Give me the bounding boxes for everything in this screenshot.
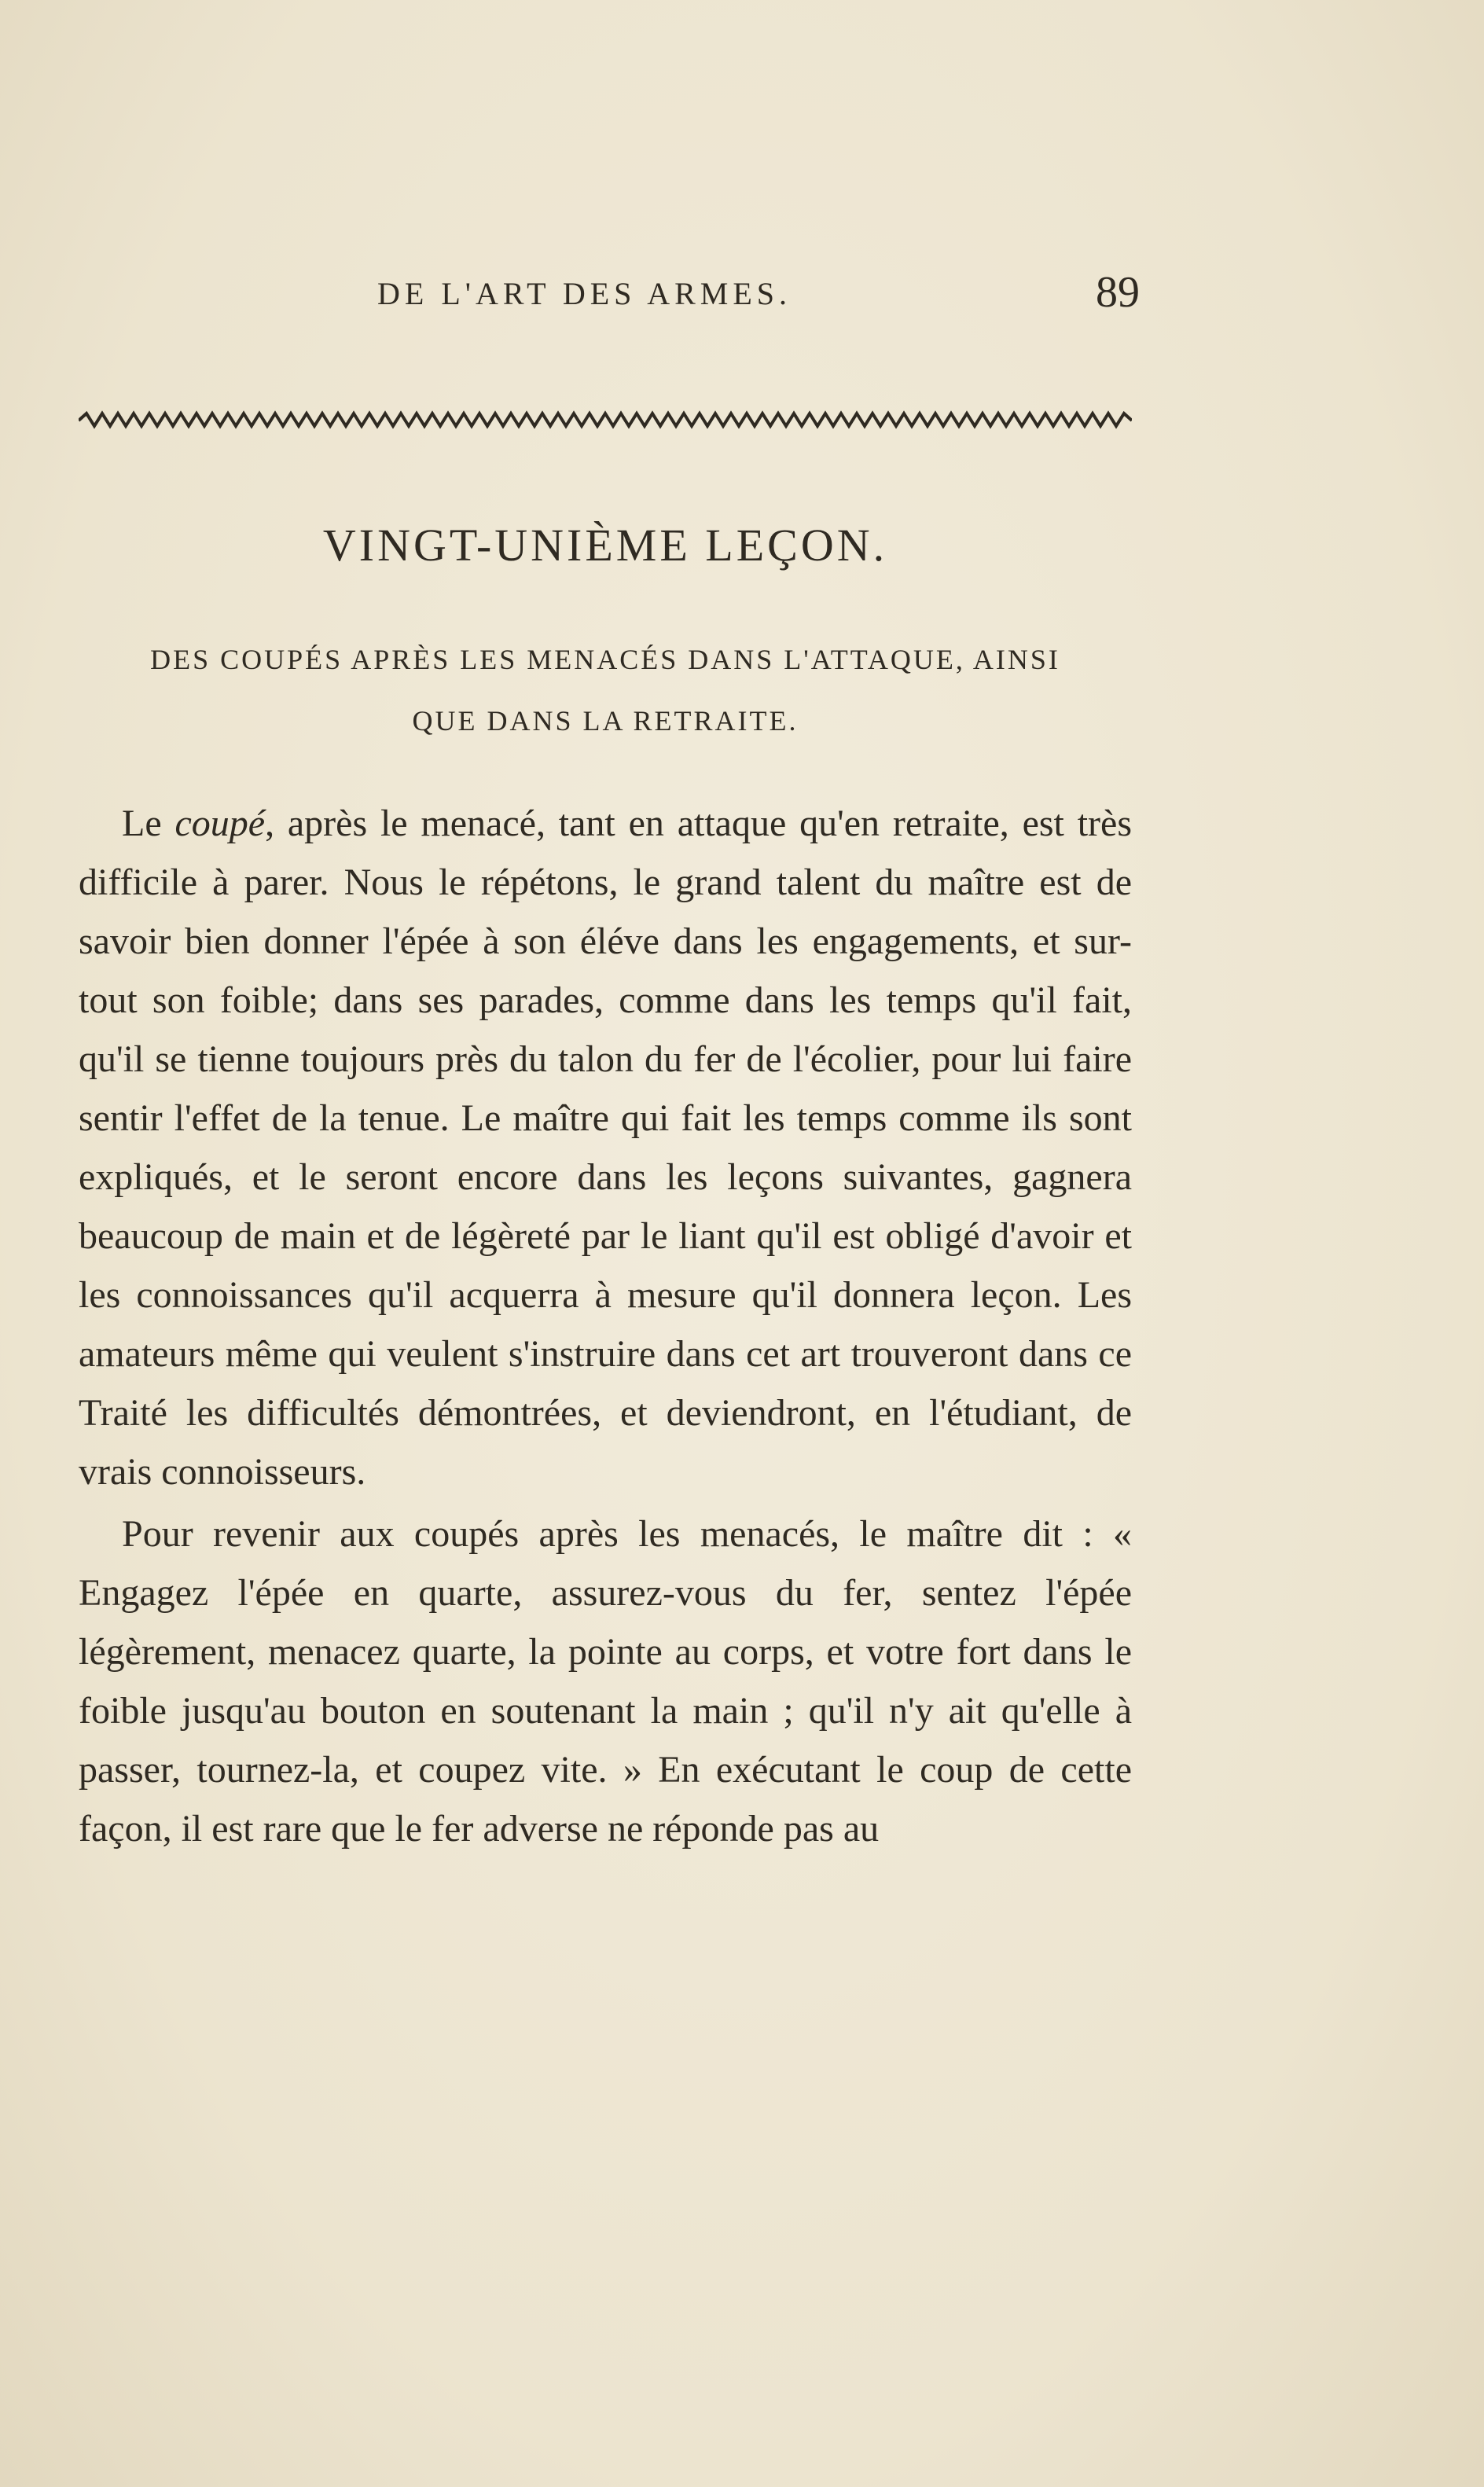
lesson-subtitle (79, 629, 1132, 751)
running-head-title: DE L'ART DES ARMES. (377, 276, 792, 311)
page-number: 89 (1096, 268, 1140, 317)
decorative-rule (79, 409, 1132, 432)
paragraph-1-text: , après le menacé, tant en attaque qu'en retraite, est très difficile à parer. Nous le répétons, le grand talent du maître est de savoir bien donner l'épée à son éléve dans les engagements, et sur-tout son foible; dans ses parades, comme dans les temps qu'il fait, qu'il se tienne toujours près du talon du fer de l'écolier, pour lui faire sentir l'effet de la tenue. Le maître qui fait les temps comme ils sont expliqués, et le seront encore dans les leçons suivantes, gagnera beaucoup de main et de légèreté par le liant qu'il est obligé d'avoir et les connoissances qu'il acquerra à mesure qu'il donnera leçon. Les amateurs même qui veulent s'instruire dans cet art trouveront dans ce Traité les difficultés démontrées, et deviendront, en l'étudiant, de vrais connoisseurs. (79, 803, 1133, 1493)
lesson-subtitle-line2: QUE DANS LA RETRAITE. (412, 705, 799, 737)
lesson-title: VINGT-UNIÈME LEÇON. (322, 520, 888, 571)
lesson-subtitle-line1: DES COUPÉS APRÈS LES MENACÉS DANS L'ATTAQUE, AINSI (150, 644, 1060, 675)
body-text (79, 794, 1132, 1858)
paragraph-1 (79, 794, 1132, 1501)
paragraph-1-lead: Le (122, 803, 175, 844)
paragraph-2: Pour revenir aux coupés après les menacés, le maître dit : « Engagez l'épée en quarte, assurez-vous du fer, sentez l'épée légèrement, menacez quarte, la pointe au corps, et votre fort dans le foible jusqu'au bouton en soutenant la main ; qu'il n'y ait qu'elle à passer, tournez-la, et coupez vite. » En exécutant le coup de cette façon, il est rare que le fer adverse ne réponde pas au (79, 1513, 1132, 1850)
running-head (377, 267, 1140, 330)
paragraph-1-emphasis: coupé (174, 803, 266, 844)
